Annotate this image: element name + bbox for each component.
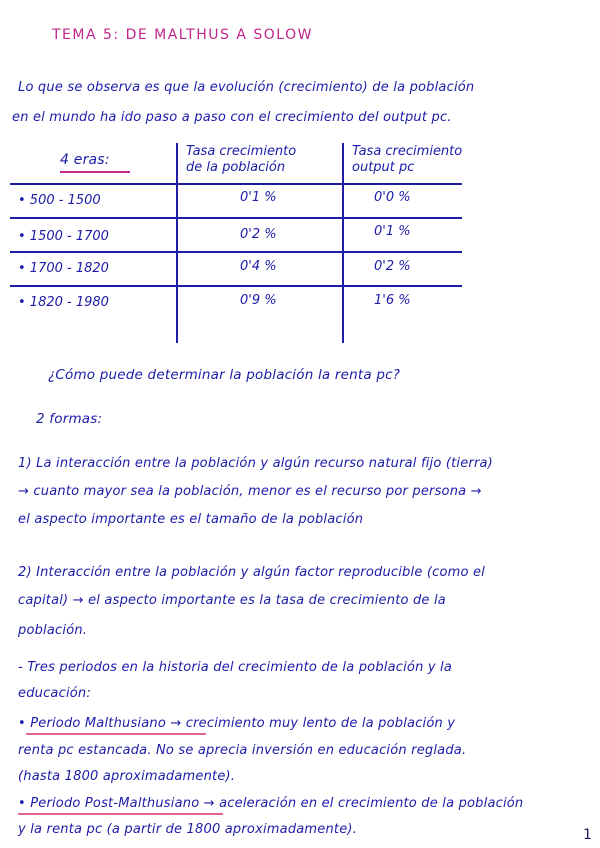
malthusiano-line-3: (hasta 1800 aproximadamente). [18,769,236,784]
table-rule-header [10,183,462,185]
forma-1-line-1: 1) La interacción entre la población y algún recurso natural fijo (tierra) [18,456,493,471]
table-header-output-line-1: Tasa crecimiento [352,144,463,159]
periodos-line-1: - Tres periodos en la historia del crecimiento de la población y la [18,660,453,675]
table-row-3-output: 0'2 % [374,259,411,274]
table-header-pop-line-1: Tasa crecimiento [186,144,297,159]
table-row-4-output: 1'6 % [374,293,411,308]
table-row-1-output: 0'0 % [374,190,411,205]
table-row-4-era: • 1820 - 1980 [18,295,109,310]
forma-1-line-2: → cuanto mayor sea la población, menor es el recurso por persona → [18,484,482,499]
post-malthusiano-line-1: • Periodo Post-Malthusiano → aceleración en el crecimiento de la población [18,796,524,811]
eras-underline [60,171,130,173]
intro-line-2: en el mundo ha ido paso a paso con el crecimiento del output pc. [12,110,452,125]
table-row-2-era: • 1500 - 1700 [18,229,109,244]
table-rule-row-3 [10,285,462,287]
malthusiano-line-2: renta pc estancada. No se aprecia inversión en educación reglada. [18,743,467,758]
table-header-pop-line-2: de la población [186,160,286,175]
forma-2-line-2: capital) → el aspecto importante es la tasa de crecimiento de la [18,593,446,608]
table-row-1-era: • 500 - 1500 [18,193,101,208]
table-row-3-era: • 1700 - 1820 [18,261,109,276]
table-rule-row-2 [10,251,462,253]
post-malthusiano-underline [18,813,223,815]
malthusiano-line-1: • Periodo Malthusiano → crecimiento muy lento de la población y [18,716,456,731]
malthusiano-underline [26,733,206,735]
table-divider-2 [342,143,344,343]
forma-2-line-1: 2) Interacción entre la población y algún factor reproducible (como el [18,565,485,580]
table-header-eras: 4 eras: [60,152,110,168]
table-row-2-output: 0'1 % [374,224,411,239]
table-rule-row-1 [10,217,462,219]
post-malthusiano-line-2: y la renta pc (a partir de 1800 aproximadamente). [18,822,358,837]
table-header-output-line-2: output pc [352,160,415,175]
question-line: ¿Cómo puede determinar la población la renta pc? [48,367,401,383]
table-row-3-pop: 0'4 % [240,259,277,274]
table-header-pop [186,144,296,176]
intro-line-1: Lo que se observa es que la evolución (crecimiento) de la población [18,80,475,95]
table-row-2-pop: 0'2 % [240,227,277,242]
table-header-output [352,144,462,176]
table-divider-1 [176,143,178,343]
page-title: TEMA 5: DE MALTHUS A SOLOW [52,27,313,43]
periodos-line-2: educación: [18,686,91,701]
formas-heading: 2 formas: [36,411,103,427]
forma-2-line-3: población. [18,623,88,638]
page-number: 1 [583,827,592,843]
table-row-4-pop: 0'9 % [240,293,277,308]
table-row-1-pop: 0'1 % [240,190,277,205]
forma-1-line-3: el aspecto importante es el tamaño de la población [18,512,364,527]
